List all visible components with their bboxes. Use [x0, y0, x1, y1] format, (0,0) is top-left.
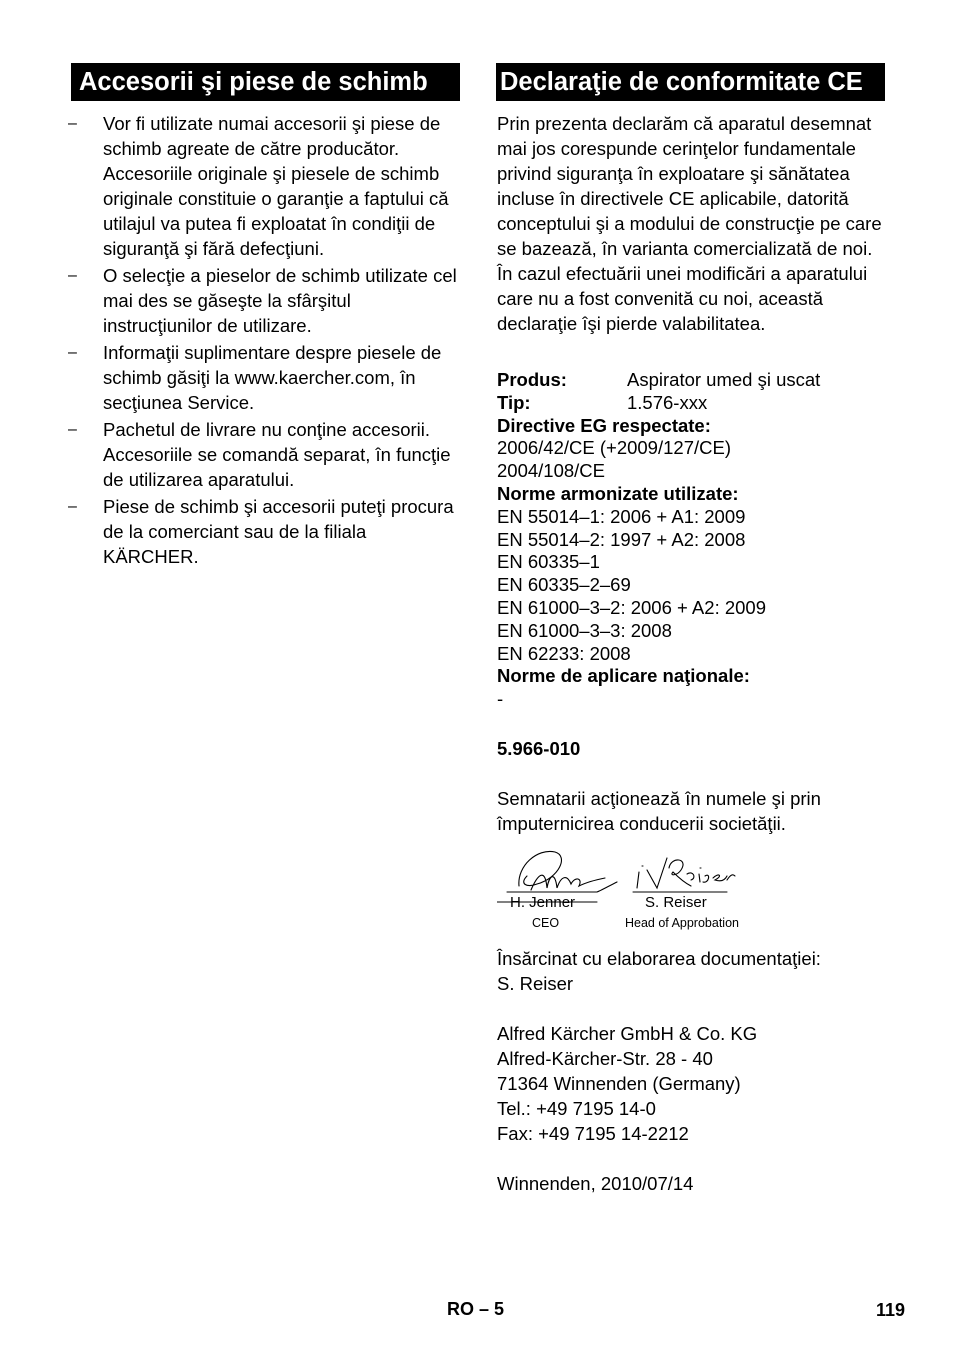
signer2-role: Head of Approbation: [625, 916, 739, 930]
norm-item: EN 62233: 2008: [497, 642, 631, 664]
norm-item: EN 55014–2: 1997 + A2: 2008: [497, 528, 746, 550]
documentation-label: Însărcinat cu elaborarea documentaţiei:: [497, 948, 821, 969]
signer1-name: H. Jenner: [510, 894, 576, 911]
norm-item: EN 61000–3–3: 2008: [497, 619, 672, 641]
list-item: – Piese de schimb şi accesorii puteţi procura de la comerciant sau de la filiala KÄRCHER.: [68, 496, 454, 567]
product-label: Produs:: [497, 369, 567, 390]
document-number: 5.966-010: [497, 738, 581, 759]
type-label: Tip:: [497, 391, 531, 413]
national-norms-value: -: [497, 688, 504, 710]
signer2-name: S. Reiser: [645, 894, 707, 911]
product-value: Aspirator umed şi uscat: [627, 369, 821, 390]
list-item: – Pachetul de livrare nu conţine accesorii. Accesoriile se comandă separat, în funcţie de utilizarea aparatului.: [68, 419, 451, 490]
norms-label: Norme armonizate utilizate:: [497, 482, 739, 504]
dash-marker: –: [68, 421, 77, 438]
dash-marker: –: [68, 344, 77, 361]
signature-block: [497, 846, 767, 936]
type-row: [497, 392, 887, 415]
list-item: – Informaţii suplimentare despre piesele de schimb găsiţi la www.kaercher.com, în secţiunea Service.: [68, 342, 442, 413]
dash-marker: –: [68, 498, 77, 515]
list-item: – O selecţie a pieselor de schimb utilizate cel mai des se găseşte la sfârşitul instrucţiunilor de utilizare.: [68, 265, 457, 336]
accessories-list: [68, 111, 460, 571]
address-line: Alfred-Kärcher-Str. 28 - 40: [497, 1048, 713, 1069]
page-number: 119: [876, 1300, 906, 1320]
accessories-heading: Accesorii şi piese de schimb: [71, 63, 460, 101]
declaration-intro: Prin prezenta declarăm că aparatul desemnat mai jos corespunde cerinţelor fundamentale privind siguranţa în exploatare şi sănătatea incluse în directivele CE aplicabile, datorită conceptului şi a modului de construcţie pe care se bazează, în varianta comercializată de noi. În cazul efectuării unei modificări a aparatului care nu a fost convenită cu noi, această declaraţie îşi pierde valabilitatea.: [497, 113, 882, 334]
norm-item: EN 60335–2–69: [497, 574, 631, 596]
type-value: 1.576-xxx: [627, 391, 708, 413]
list-item: – Vor fi utilizate numai accesorii şi piese de schimb agreate de către producător. Accesoriile originale şi piesele de schimb originale constituie o garanţie a faptului că utilajul va putea fi exploatat în condiţii de siguranţă şi fără defecţiuni.: [68, 113, 449, 259]
conformity-heading: Declaraţie de conformitate CE: [496, 63, 885, 101]
signers-statement: Semnatarii acţionează în numele şi prin împuternicirea conducerii societăţii.: [497, 788, 821, 834]
directive-item: 2004/108/CE: [497, 460, 606, 482]
documentation-responsible: [497, 946, 887, 996]
address-line: Alfred Kärcher GmbH & Co. KG: [497, 1023, 758, 1044]
product-specs: [497, 369, 887, 711]
dash-marker: –: [68, 267, 77, 284]
documentation-person: S. Reiser: [497, 973, 574, 994]
company-address: [497, 1021, 887, 1146]
section-page-label: RO – 5: [447, 1299, 505, 1319]
norm-item: EN 61000–3–2: 2006 + A2: 2009: [497, 596, 766, 618]
directive-item: 2006/42/CE (+2009/127/CE): [497, 437, 731, 459]
norm-item: EN 55014–1: 2006 + A1: 2009: [497, 505, 746, 527]
norm-item: EN 60335–1: [497, 551, 600, 573]
address-line: Tel.: +49 7195 14-0: [497, 1098, 656, 1119]
place-date: Winnenden, 2010/07/14: [497, 1173, 694, 1194]
directives-label: Directive EG respectate:: [497, 414, 711, 436]
signer1-role: CEO: [532, 916, 560, 930]
address-line: 71364 Winnenden (Germany): [497, 1073, 741, 1094]
national-norms-label: Norme de aplicare naţionale:: [497, 665, 750, 687]
dash-marker: –: [68, 115, 77, 132]
product-row: [497, 369, 887, 392]
address-line: Fax: +49 7195 14-2212: [497, 1123, 689, 1144]
